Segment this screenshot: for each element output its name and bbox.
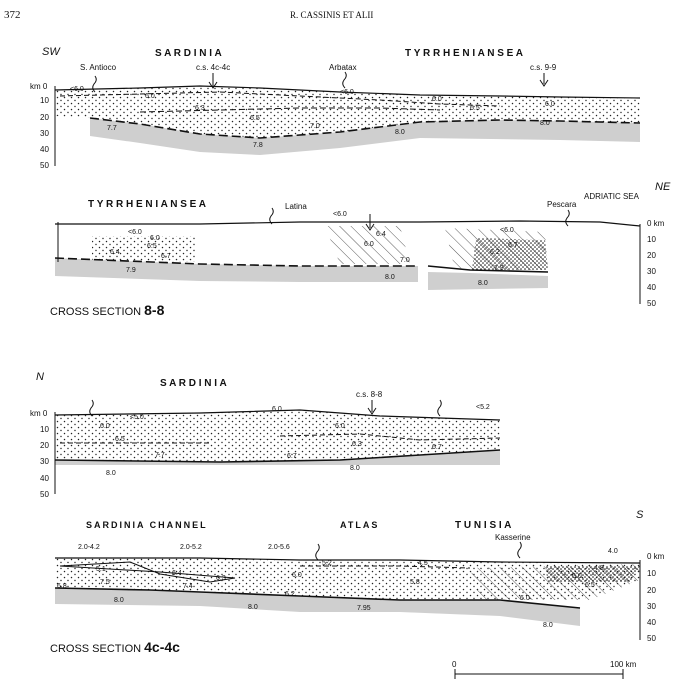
running-head: R. CASSINIS ET ALII [290, 10, 374, 20]
velocity-label: 6.5 [585, 582, 595, 589]
depth-tick-10: 10 [40, 425, 49, 434]
panel-s-section [50, 509, 665, 655]
depth-tick-10: 10 [40, 96, 49, 105]
velocity-label: <6.0 [128, 229, 142, 236]
place-pescara: Pescara [547, 200, 577, 209]
velocity-label: 7.9 [126, 267, 136, 274]
scale-bar-end: 100 km [610, 660, 637, 669]
depth-tick-30: 30 [647, 602, 656, 611]
velocity-label: 6.3 [352, 441, 362, 448]
velocity-label: 7.5 [100, 579, 110, 586]
region-adriatic-sea: ADRIATIC SEA [584, 192, 639, 201]
velocity-label: <5.2 [476, 404, 490, 411]
velocity-label: 6.4 [172, 570, 182, 577]
marker-west [90, 400, 94, 416]
page-number: 372 [4, 9, 21, 21]
velocity-label: 8.0 [540, 120, 550, 127]
place-kasserine: Kasserine [495, 533, 531, 542]
velocity-label: 5.8 [410, 579, 420, 586]
velocity-label: 7.0 [400, 257, 410, 264]
velocity-label: 8.0 [395, 129, 405, 136]
velocity-label: 6.0 [432, 96, 442, 103]
marker-latina [270, 208, 274, 224]
velocity-label: 7.95 [357, 605, 371, 612]
velocity-label: 6.7 [161, 253, 171, 260]
dense-body-4 [545, 566, 640, 582]
velocity-label: <6.0 [70, 86, 84, 93]
region-sardinia: S A R D I N I A [155, 48, 222, 59]
velocity-label: <6.0 [500, 227, 514, 234]
depth-tick-40: 40 [647, 283, 656, 292]
velocity-label: 6.0 [100, 423, 110, 430]
depth-tick-10: 10 [647, 569, 656, 578]
panel-sw-section [30, 46, 640, 170]
velocity-label: 6.3 [216, 575, 226, 582]
velocity-label: 6.0 [272, 406, 282, 413]
place-2-0-5-2: 2.0-5.2 [180, 544, 202, 551]
surface-line-2 [55, 221, 640, 226]
corner-label-n: N [36, 371, 44, 383]
velocity-label: 6.2 [490, 249, 500, 256]
depth-tick-50: 50 [40, 161, 49, 170]
velocity-label: 6.5 [470, 105, 480, 112]
depth-tick-20: 20 [647, 251, 656, 260]
region-tyrrhenian-sea: T Y R R H E N I A N S E A [405, 48, 523, 59]
place-arbatax: Arbatax [329, 63, 357, 72]
velocity-label: 6.0 [545, 101, 555, 108]
place-cs-8-8: c.s. 8-8 [356, 390, 383, 399]
velocity-label: 6.0 [572, 573, 582, 580]
place-latina: Latina [285, 202, 307, 211]
place-cs-4c-4c: c.s. 4c-4c [196, 63, 231, 72]
velocity-label: 6.0 [335, 423, 345, 430]
velocity-label: 8.0 [385, 274, 395, 281]
velocity-label: 6.3 [195, 105, 205, 112]
place-2-0-5-6: 2.0-5.6 [268, 544, 290, 551]
velocity-label: 6.0 [364, 241, 374, 248]
depth-tick-40: 40 [40, 145, 49, 154]
velocity-label: 6.4 [110, 249, 120, 256]
velocity-label: 7.4 [183, 583, 193, 590]
velocity-label: 6.5 [115, 436, 125, 443]
depth-tick-40: 40 [647, 618, 656, 627]
scale-bar [452, 660, 637, 679]
place-2-0-4-2: 2.0-4.2 [78, 544, 100, 551]
panel-n-section [30, 371, 500, 499]
velocity-label: 6.2 [285, 591, 295, 598]
velocity-label: 6.7 [432, 444, 442, 451]
velocity-label: 5.2 [322, 560, 332, 567]
region-atlas: ATLAS [340, 520, 380, 530]
marker-pescara [566, 210, 570, 226]
depth-tick-50: 50 [40, 490, 49, 499]
depth-tick-30: 30 [40, 457, 49, 466]
velocity-label: 4.8 [594, 565, 604, 572]
region-sardinia-channel: SARDINIA CHANNEL [86, 520, 208, 530]
depth-tick-20: 20 [40, 113, 49, 122]
velocity-label: 6.7 [287, 453, 297, 460]
velocity-label: 8.0 [114, 597, 124, 604]
scale-bar-start: 0 [452, 660, 457, 669]
velocity-label: 8.0 [543, 622, 553, 629]
velocity-label: <5.0 [130, 414, 144, 421]
depth-tick-0: km 0 [30, 82, 48, 91]
velocity-label: 7.9 [494, 265, 504, 272]
region-tunisia: T U N I S I A [455, 520, 512, 531]
velocity-label: <6.0 [333, 211, 347, 218]
section-title-8-8: CROSS SECTION 8-8 [50, 302, 165, 318]
depth-tick-40: 40 [40, 474, 49, 483]
panel-ne-section [50, 181, 671, 318]
velocity-label: 8.0 [478, 280, 488, 287]
depth-tick-30: 30 [647, 267, 656, 276]
depth-tick-50: 50 [647, 634, 656, 643]
velocity-label: 8.0 [106, 470, 116, 477]
velocity-label: <6.0 [340, 89, 354, 96]
velocity-label: 5.1 [96, 566, 106, 573]
depth-tick-20: 20 [647, 586, 656, 595]
velocity-label: 4.0 [608, 548, 618, 555]
depth-tick-10: 10 [647, 235, 656, 244]
velocity-label: 8.0 [248, 604, 258, 611]
velocity-label: 6.0 [145, 93, 155, 100]
velocity-label: 6.0 [520, 595, 530, 602]
marker-east [438, 400, 442, 416]
velocity-label: 6.0 [150, 235, 160, 242]
west-crust-body [92, 236, 195, 262]
region-sardinia-2: S A R D I N I A [160, 378, 227, 389]
depth-tick-50: 50 [647, 299, 656, 308]
velocity-label: 8.0 [350, 465, 360, 472]
velocity-label: 6.7 [508, 242, 518, 249]
velocity-label: 4.5 [418, 560, 428, 567]
depth-tick-30: 30 [40, 129, 49, 138]
depth-tick-0: km 0 [30, 409, 48, 418]
corner-label-sw: SW [42, 46, 60, 58]
marker-kasserine [518, 542, 522, 558]
velocity-label: 7.7 [155, 452, 165, 459]
velocity-label: 6.5 [250, 115, 260, 122]
velocity-label: 7.7 [107, 125, 117, 132]
depth-tick-0: 0 km [647, 219, 665, 228]
marker-atlas [316, 544, 320, 560]
depth-tick-0: 0 km [647, 552, 665, 561]
velocity-label: 6.5 [147, 243, 157, 250]
corner-label-s: S [636, 509, 644, 521]
velocity-label: 7.0 [310, 123, 320, 130]
velocity-label: 6.8 [57, 583, 67, 590]
velocity-label: 6.4 [376, 231, 386, 238]
region-tyrrhenian-sea-2: T Y R R H E N I A N S E A [88, 199, 206, 210]
velocity-label: 7.8 [253, 142, 263, 149]
place-cs-9-9: c.s. 9-9 [530, 63, 557, 72]
place-s-antioco: S. Antioco [80, 63, 117, 72]
east-mantle [428, 272, 548, 290]
marker-arbatax [343, 72, 347, 88]
depth-tick-20: 20 [40, 441, 49, 450]
corner-label-ne: NE [655, 181, 671, 193]
section-title-4c-4c: CROSS SECTION 4c-4c [50, 639, 180, 655]
velocity-label: 6.0 [292, 572, 302, 579]
